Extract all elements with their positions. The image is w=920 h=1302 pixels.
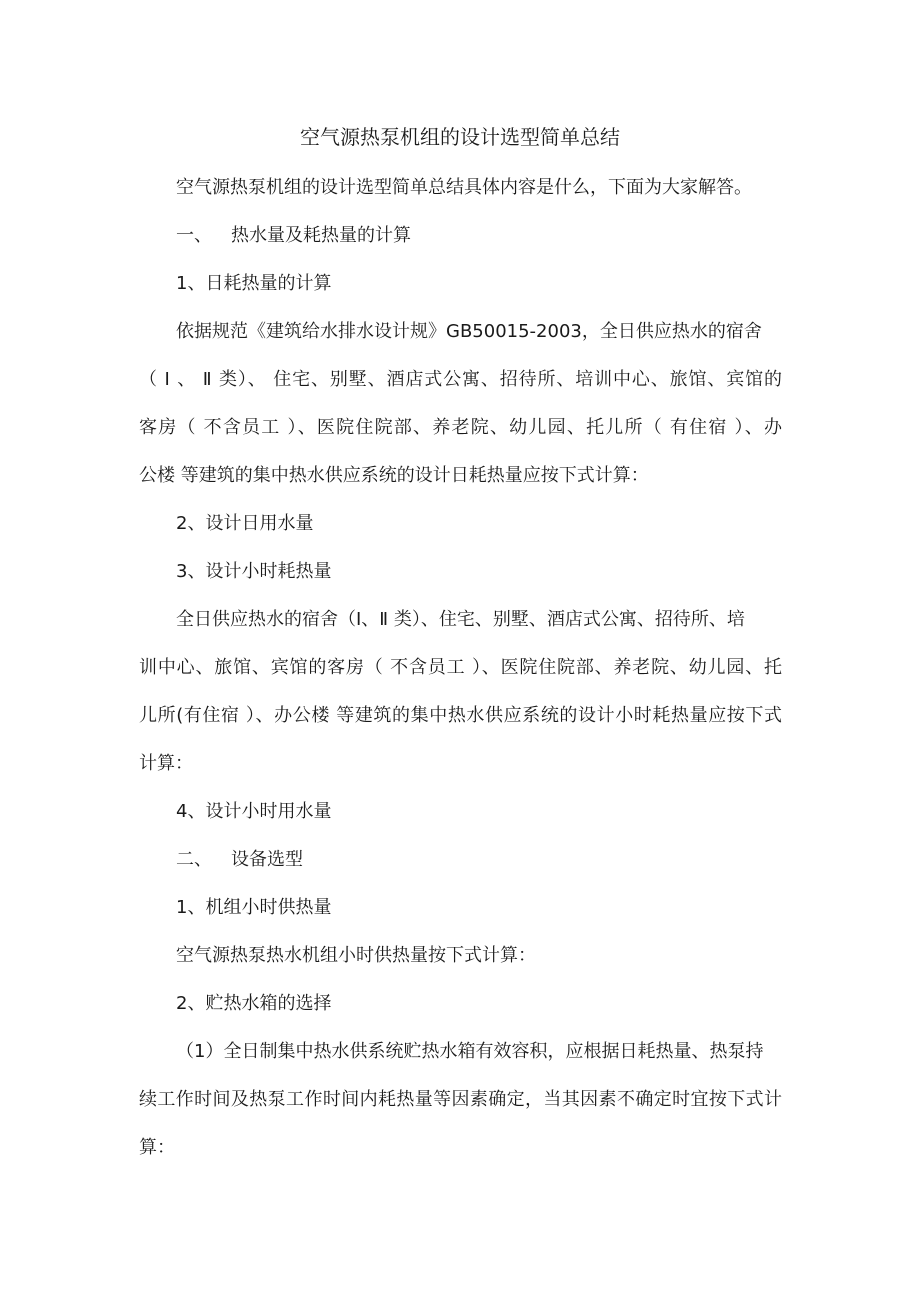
paragraph-line: 算：	[139, 1137, 175, 1158]
subheading-tank-selection: 2、贮热水箱的选择	[176, 993, 332, 1014]
paragraph-line: （1）全日制集中热水供系统贮热水箱有效容积，应根据日耗热量、热泵持	[176, 1041, 764, 1062]
paragraph-line: 依据规范《建筑给水排水设计规》GB50015-2003，全日供应热水的宿舍	[176, 321, 762, 342]
paragraph-line: 续工作时间及热泵工作时间内耗热量等因素确定，当其因素不确定时宜按下式计	[139, 1089, 782, 1110]
paragraph-line: 全日供应热水的宿舍（Ⅰ、Ⅱ 类）、住宅、别墅、酒店式公寓、招待所、培	[176, 609, 745, 630]
paragraph-line: 客房（ 不含员工 ）、医院住院部、养老院、幼儿园、托儿所（ 有住宿 ）、办	[139, 417, 782, 438]
subheading-unit-heat: 1、机组小时供热量	[176, 897, 332, 918]
subheading-daily-water: 2、设计日用水量	[176, 513, 314, 534]
section-heading-1	[176, 223, 411, 249]
paragraph-line: （ Ⅰ 、 Ⅱ 类）、 住宅、别墅、酒店式公寓、招待所、培训中心、旅馆、宾馆的	[139, 369, 782, 390]
paragraph-line: 空气源热泵热水机组小时供热量按下式计算：	[176, 945, 536, 966]
paragraph-line: 儿所(有住宿 ）、办公楼 等建筑的集中热水供应系统的设计小时耗热量应按下式	[139, 705, 782, 726]
section-number: 一、	[176, 225, 212, 246]
paragraph-line: 公楼 等建筑的集中热水供应系统的设计日耗热量应按下式计算：	[139, 465, 649, 486]
section-number: 二、	[176, 849, 212, 870]
paragraph-line: 训中心、旅馆、宾馆的客房（ 不含员工 ）、医院住院部、养老院、幼儿园、托	[139, 657, 782, 678]
section-title: 热水量及耗热量的计算	[231, 225, 411, 246]
intro-paragraph: 空气源热泵机组的设计选型简单总结具体内容是什么，下面为大家解答。	[176, 177, 752, 198]
subheading-hourly-water: 4、设计小时用水量	[176, 801, 332, 822]
document-title: 空气源热泵机组的设计选型简单总结	[300, 125, 620, 149]
subheading-hourly-heat: 3、设计小时耗热量	[176, 561, 332, 582]
subheading-daily-heat: 1、日耗热量的计算	[176, 273, 332, 294]
section-title: 设备选型	[231, 849, 303, 870]
section-heading-2	[176, 847, 303, 873]
paragraph-line: 计算：	[139, 753, 193, 774]
